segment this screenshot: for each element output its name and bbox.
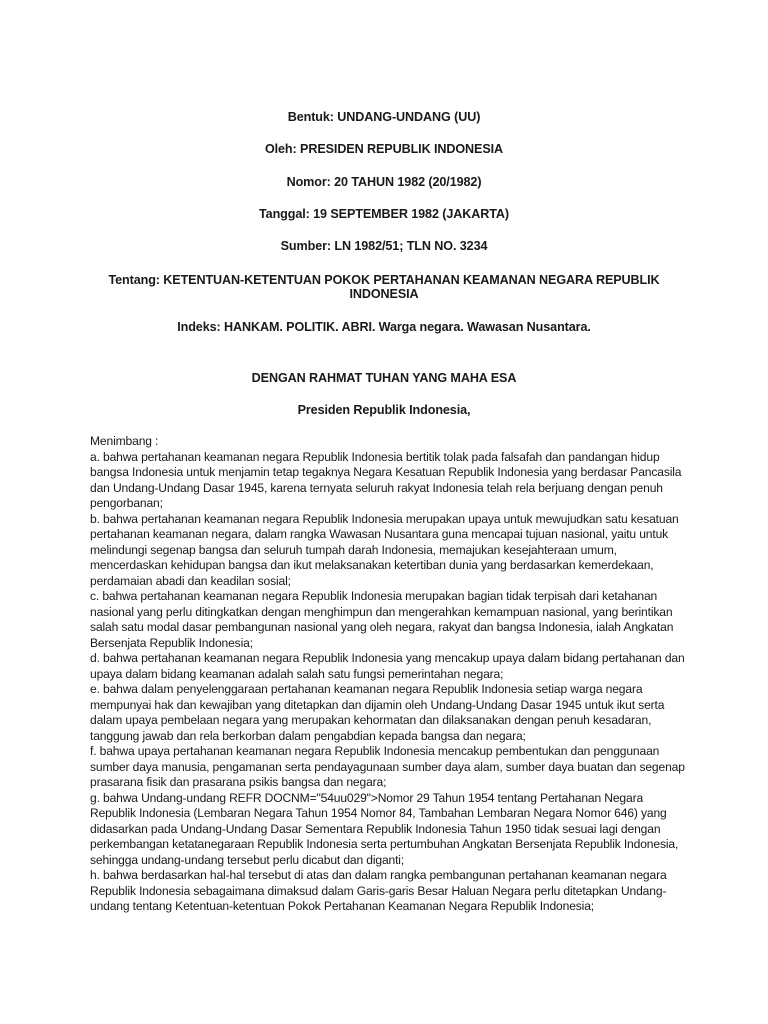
consideration-item: d. bahwa pertahanan keamanan negara Republik Indonesia yang mencakup upaya dalam bidang pertahanan dan upaya dalam bidang keamanan adalah salah satu fungsi pemerintahan negara; [90,651,685,681]
considerations-label: Menimbang : [90,434,159,448]
consideration-item: f. bahwa upaya pertahanan keamanan negara Republik Indonesia mencakup pembentukan dan penggunaan sumber daya manusia, pengamanan serta pendayagunaan sumber daya alam, sumber daya buatan dan segenap prasarana fisik dan prasarana psikis bangsa dan negara; [90,744,685,789]
issuer-line: Oleh: PRESIDEN REPUBLIK INDONESIA [264,142,504,156]
source-line: Sumber: LN 1982/51; TLN NO. 3234 [280,239,488,253]
consideration-item: a. bahwa pertahanan keamanan negara Republik Indonesia bertitik tolak pada falsafah dan pandangan hidup bangsa Indonesia untuk menjamin tetap tegaknya Negara Kesatuan Republik Indonesia yang berdasar Pancasila dan Undang-Undang Dasar 1945, karena ternyata seluruh rakyat Indonesia telah rela berjuang dengan penuh pengorbanan; [90,449,682,510]
number-line: Nomor: 20 TAHUN 1982 (20/1982) [286,175,482,189]
consideration-item: h. bahwa berdasarkan hal-hal tersebut di atas dan dalam rangka pembangunan pertahanan keamanan negara Republik Indonesia sebagaimana dimaksud dalam Garis-garis Besar Haluan Negara perlu ditetapkan Undang-undang tentang Ketentuan-ketentuan Pokok Pertahanan Keamanan Negara Republik Indonesia; [90,868,667,913]
subject-line: Tentang: KETENTUAN-KETENTUAN POKOK PERTAHANAN KEAMANAN NEGARA REPUBLIK INDONESIA [108,273,660,301]
considerations-section [90,434,690,915]
consideration-item: g. bahwa Undang-undang REFR DOCNM="54uu029">Nomor 29 Tahun 1954 tentang Pertahanan Negara Republik Indonesia (Lembaran Negara Tahun 1954 Nomor 84, Tambahan Lembaran Negara Nomor 646) yang didasarkan pada Undang-Undang Dasar Sementara Republik Indonesia Tahun 1950 tidak sesuai lagi dengan perkembangan ketatanegaraan Republik Indonesia serta pertumbuhan Angkatan Bersenjata Republik Indonesia, sehingga undang-undang tersebut perlu dicabut dan diganti; [90,790,679,867]
consideration-item: c. bahwa pertahanan keamanan negara Republik Indonesia merupakan bagian tidak terpisah dari ketahanan nasional yang perlu ditingkatkan dengan menghimpun dan mengerahkan kemampuan nasional, yang berintikan salah satu modal dasar pembangunan nasional yang oleh negara, rakyat dan bangsa Indonesia, ialah Angkatan Bersenjata Republik Indonesia; [90,589,674,650]
consideration-item: e. bahwa dalam penyelenggaraan pertahanan keamanan negara Republik Indonesia setiap warga negara mempunyai hak dan kewajiban yang ditetapkan dan dijamin oleh Undang-Undang Dasar 1945 untuk ikut serta dalam upaya pembelaan negara yang merupakan kehormatan dan dilaksanakan dengan penuh kesadaran, tanggung jawab dan rela berkorban dalam pengabdian kepada bangsa dan negara; [90,682,665,743]
index-line: Indeks: HANKAM. POLITIK. ABRI. Warga negara. Wawasan Nusantara. [177,320,591,334]
consideration-item: b. bahwa pertahanan keamanan negara Republik Indonesia merupakan upaya untuk mewujudkan satu kesatuan pertahanan keamanan negara, dalam rangka Wawasan Nusantara guna mencapai tujuan nasional, yaitu untuk melindungi segenap bangsa dan seluruh tumpah darah Indonesia, memajukan kesejahteraan umum, mencerdaskan kehidupan bangsa dan ikut melaksanakan ketertiban dunia yang berdasarkan kemerdekaan, perdamaian abadi dan keadilan sosial; [90,511,679,588]
president-heading: Presiden Republik Indonesia, [297,403,471,417]
preamble-heading: DENGAN RAHMAT TUHAN YANG MAHA ESA [251,371,517,385]
form-line: Bentuk: UNDANG-UNDANG (UU) [287,110,481,124]
date-line: Tanggal: 19 SEPTEMBER 1982 (JAKARTA) [259,207,509,221]
